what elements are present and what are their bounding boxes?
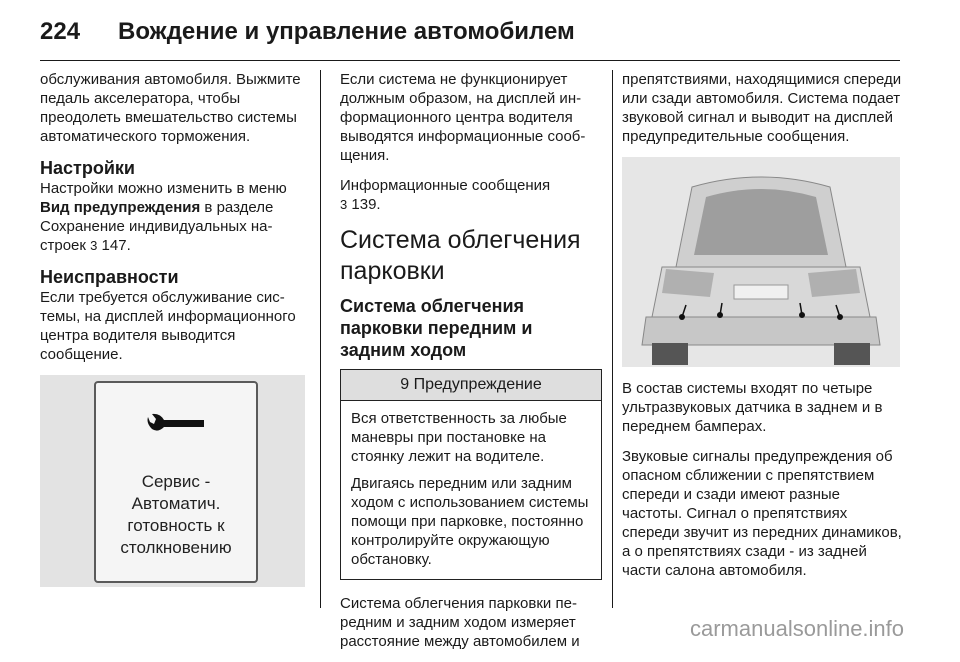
paragraph: В состав системы входят по четыре ультразвуковых датчика в заднем и в переднем бамперах. [622, 380, 883, 435]
service-message: Сервис - Автоматич. готовность к столкновению [120, 472, 232, 557]
warning-paragraph: Двигаясь передним или задним ходом с использованием системы помощи при парковке, постоянно контролируйте окружающую обстановку. [351, 475, 589, 568]
paragraph: препятствиями, находящимися спереди или сзади автомобиля. Система подает звуковой сигнал и выводит на дисплей предупредительные сообщения. [622, 71, 902, 145]
service-message-image [40, 375, 305, 587]
warning-icon: 9 [400, 376, 410, 393]
page-ref-icon: 3 [340, 197, 348, 212]
warning-body [341, 401, 601, 579]
column-2 [340, 70, 602, 662]
car-rear-illustration [622, 157, 900, 367]
faults-heading: Неисправности [40, 267, 179, 287]
paragraph: Звуковые сигналы предупреждения об опасном сближении с препятствием спереди и сзади имеют разные частоты. Сигнал о препятствиях спереди звучит из передних динамиков, а о препятствиях сзади - из задней части салона автомобиля. [622, 448, 902, 579]
wrench-icon [144, 409, 208, 437]
warning-box [340, 369, 602, 580]
paragraph: Система облегчения парковки передним и задним ходом измеряет расстояние между автомобилем и [340, 595, 580, 650]
warning-header [341, 370, 601, 401]
section-title: Система облегчения парковки [340, 226, 581, 285]
settings-heading: Настройки [40, 158, 135, 178]
column-divider-1 [320, 70, 321, 608]
page-header [40, 12, 920, 56]
column-1 [40, 70, 305, 587]
display-panel [94, 381, 258, 583]
menu-name: Вид предупреждения [40, 199, 201, 216]
faults-paragraph: Если требуется обслуживание системы, на дисплей информационного центра водителя выводится сообщение. [40, 289, 296, 363]
car-rear-sensors-image [622, 157, 900, 367]
paragraph: Если система не функционирует должным образом, на дисплей информационного центра водителя выводятся информационные сообщения. [340, 71, 586, 164]
chapter-title: Вождение и управление автомобилем [118, 18, 575, 45]
warning-title: Предупреждение [413, 376, 542, 393]
page-ref: 139. [347, 196, 381, 213]
page-number: 224 [40, 18, 81, 45]
column-divider-2 [612, 70, 613, 608]
page-ref-icon: 3 [90, 238, 98, 253]
paragraph: обслуживания автомобиля. Выжмите педаль акселератора, чтобы преодолеть вмешательство системы автоматического торможения. [40, 71, 301, 145]
sub-heading: Система облегчения парковки передним и задним ходом [340, 296, 533, 360]
column-3 [622, 70, 904, 591]
watermark: carmanualsonline.info [690, 616, 905, 641]
page-ref: 147. [97, 237, 131, 254]
settings-paragraph: Настройки можно изменить в меню Вид предупреждения в разделе Сохранение индивидуальных настроек 3 147. [40, 180, 287, 254]
header-rule [40, 60, 900, 61]
warning-paragraph: Вся ответственность за любые маневры при постановке на стоянку лежит на водителе. [351, 410, 567, 465]
info-ref-paragraph: Информационные сообщения 3 139. [340, 177, 551, 213]
